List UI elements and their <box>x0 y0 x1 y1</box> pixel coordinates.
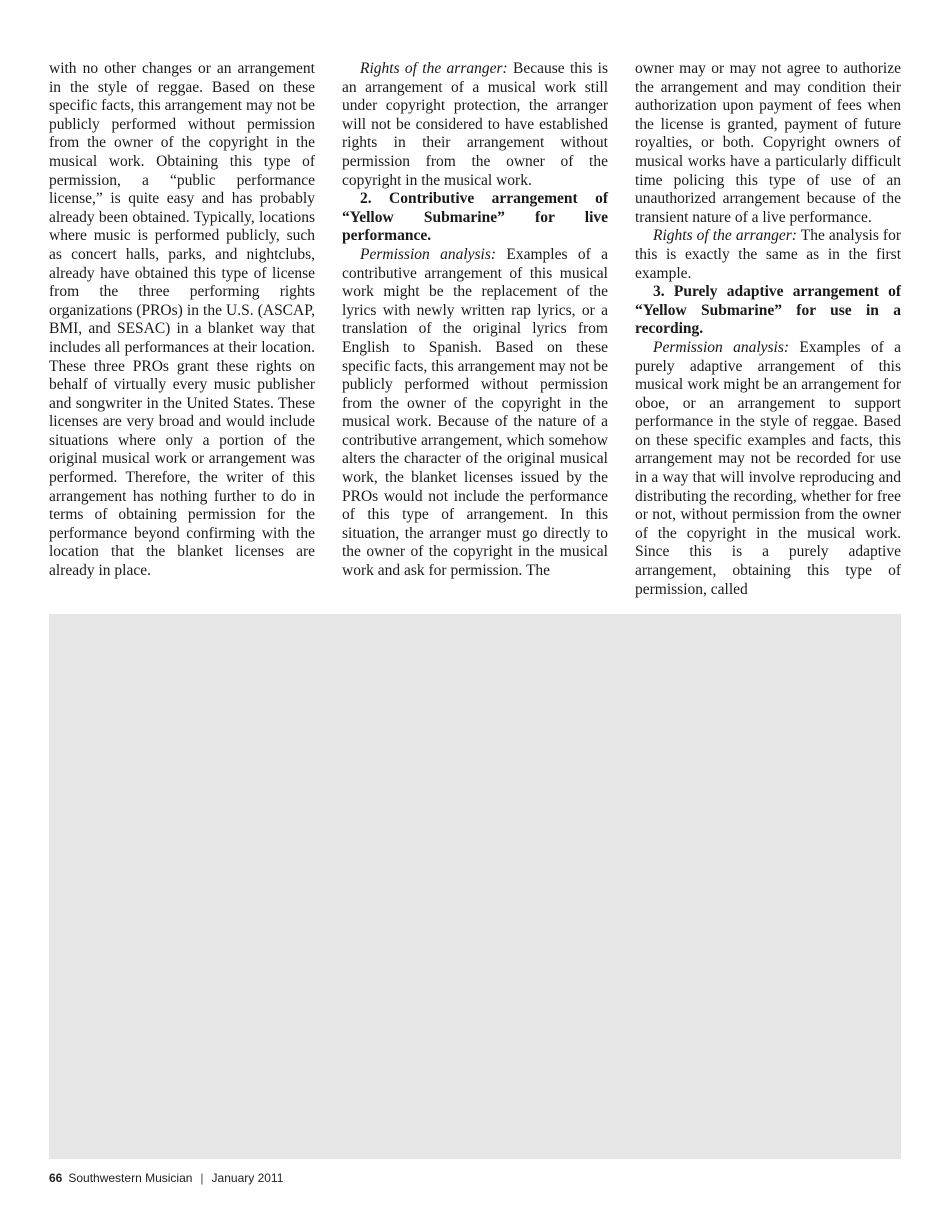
section-heading-2: 2. Contributive arrangement of “Yellow Submarine” for live performance. <box>342 190 608 245</box>
rights-of-arranger-label-2: Rights of the arranger: <box>653 227 797 245</box>
column-2 <box>342 60 608 590</box>
permission-analysis-label: Permission analysis: <box>360 245 497 263</box>
article-columns <box>49 60 902 598</box>
permission-analysis-paragraph <box>342 246 608 581</box>
page-footer <box>49 1171 283 1185</box>
permission-analysis-paragraph-2 <box>635 339 901 599</box>
section-heading-3: 3. Purely adaptive arrangement of “Yellow Submarine” for use in a recording. <box>635 283 901 338</box>
rights-of-arranger-text: Because this is an arrangement of a musical work still under copyright protection, the arranger will not be considered to have established rights in their arrangement without permission from the owner of the copyright in the musical work. <box>342 60 608 189</box>
footer-separator: | <box>200 1171 204 1185</box>
permission-analysis-label-2: Permission analysis: <box>653 338 790 356</box>
permission-analysis-text: Examples of a contributive arrangement of this musical work might be the replacement of the lyrics with newly written rap lyrics, or a translation of the original lyrics from English to Spanish. Based on these specific facts, this arrangement may not be publicly performed without permission from the owner of the copyright in the musical work. Because of the nature of a contributive arrangement, which somehow alters the character of the original musical work, the blanket licenses issued by the PROs would not include the performance of this type of arrangement. In this situation, the arranger must go directly to the owner of the copyright in the musical work and ask for permission. The <box>342 245 608 580</box>
image-placeholder <box>49 614 901 1159</box>
issue-date: January 2011 <box>211 1171 284 1185</box>
publication-name: Southwestern Musician <box>68 1171 193 1185</box>
rights-of-arranger-paragraph <box>342 60 608 190</box>
column-3 <box>635 60 902 598</box>
column-1 <box>49 60 315 590</box>
rights-of-arranger-label: Rights of the arranger: <box>360 60 508 77</box>
rights-of-arranger-text-2: The analysis for this is exactly the same as in the first example. <box>635 227 902 282</box>
page-number: 66 <box>49 1171 63 1185</box>
rights-of-arranger-paragraph-2 <box>635 227 901 283</box>
column-1-paragraph: with no other changes or an arrangement in the style of reggae. Based on these specific facts, this arrangement may not be publicly performed without permission from the owner of the copyright in the musical work. Obtaining this type of permission, a “public performance license,” is quite easy and has probably already been obtained. Typically, locations where music is performed publicly, such as concert halls, parks, and nightclubs, already have obtained this type of license from the three performing rights organizations (PROs) in the U.S. (ASCAP, BMI, and SESAC) in a blanket way that includes all performances at their location. These three PROs grant these rights on behalf of virtually every music publisher and songwriter in the United States. These licenses are very broad and would include situations where only a portion of the original musical work or arrangement was performed. Therefore, the writer of this arrangement has nothing further to do in terms of obtaining permission for the performance beyond confirming with the location that the blanket licenses are already in place. <box>49 60 315 580</box>
column-3-continuation: owner may or may not agree to authorize the arrangement and may condition their authorization upon payment of fees when the license is granted, payment of future royalties, or both. Copyright owners of musical works have a particularly difficult time policing this type of use of an unauthorized arrangement because of the transient nature of a live performance. <box>635 60 901 226</box>
permission-analysis-text-2: Examples of a purely adaptive arrangement of this musical work might be an arrangement for oboe, or an arrangement to support performance in the style of reggae. Based on these specific examples and facts, this arrangement may not be recorded for use in a way that will involve reproducing and distributing the recording, whether for free or not, without permission from the owner of the copyright in the musical work. Since this is a purely adaptive arrangement, obtaining this type of permission, called <box>635 338 901 598</box>
